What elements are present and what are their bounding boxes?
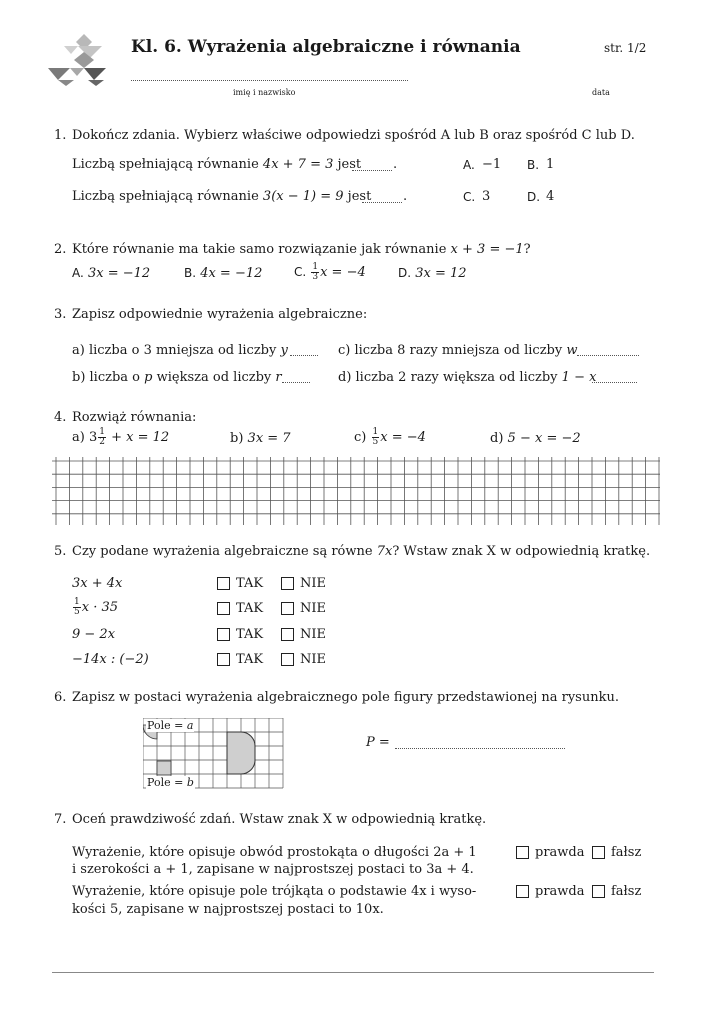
q7-statement2-line1: Wyrażenie, które opisuje pole trójkąta o podstawie 4x i wyso-: [72, 884, 477, 899]
q7-s2-false-label: fałsz: [611, 884, 642, 899]
q1-opt-c: 3: [482, 189, 491, 204]
q6-answer-blank[interactable]: [395, 748, 565, 749]
name-label: imię i nazwisko: [233, 88, 296, 97]
q1-text: Dokończ zdania. Wybierz właściwe odpowiedzi spośród A lub B oraz spośród C lub D.: [72, 128, 635, 143]
q4-text: Rozwiąż równania:: [72, 410, 197, 425]
q5-row1-yes-checkbox[interactable]: [217, 577, 230, 590]
q6-answer-label: P =: [366, 735, 390, 750]
q4-eq-b: b) 3x = 7: [230, 431, 291, 446]
q1-opt-d: 4: [546, 189, 555, 204]
q7-statement2-line2: kości 5, zapisane w najprostszej postaci to 10x.: [72, 902, 384, 917]
page-title: Kl. 6. Wyrażenia algebraiczne i równania: [131, 37, 521, 57]
q3-item-b: b) liczba o p większa od liczby r: [72, 370, 282, 385]
q4-number: 4.: [54, 410, 67, 425]
q3-item-a: a) liczba o 3 mniejsza od liczby y: [72, 343, 288, 358]
q3-a-blank[interactable]: [290, 355, 318, 356]
legend-shape-b: [157, 761, 171, 775]
q1-opt-d-letter: D.: [527, 190, 541, 204]
q3-c-blank[interactable]: [577, 355, 639, 356]
q6-number: 6.: [54, 690, 67, 705]
q1-line1: Liczbą spełniającą równanie 4x + 7 = 3 jest: [72, 157, 362, 172]
q7-text: Oceń prawdziwość zdań. Wstaw znak X w odpowiednią kratkę.: [72, 812, 487, 827]
q4-work-grid[interactable]: [52, 457, 660, 525]
q2-opt-c: C. $\frac{1}{3}$ x = −4: [294, 262, 366, 282]
q3-item-d: d) liczba 2 razy większa od liczby 1 − x: [338, 370, 597, 385]
q1-opt-a-letter: A.: [463, 158, 475, 172]
q7-statement1-line2: i szerokości a + 1, zapisane w najprostszej postaci to 3a + 4.: [72, 862, 474, 877]
q6-main-figure: [227, 732, 255, 774]
q7-s2-true-checkbox[interactable]: [516, 885, 529, 898]
q5-row3-yes-label: TAK: [236, 627, 264, 642]
q6-text: Zapisz w postaci wyrażenia algebraicznego pole figury przedstawionej na rysunku.: [72, 690, 619, 705]
q5-expr-1: 3x + 4x: [72, 576, 123, 591]
q1-answer2-blank[interactable]: [362, 202, 402, 203]
q3-b-blank[interactable]: [282, 382, 310, 383]
q1-answer1-blank[interactable]: [352, 170, 392, 171]
q3-item-c: c) liczba 8 razy mniejsza od liczby w: [338, 343, 578, 358]
q3-number: 3.: [54, 307, 67, 322]
q4-eq-a: a) 3 $\frac{1}{2}$ + x = 12: [72, 427, 170, 447]
q1-number: 1.: [54, 128, 67, 143]
q1-opt-a: −1: [482, 157, 502, 172]
q2-opt-a: A. 3x = −12: [72, 266, 151, 281]
logo-tangram: [44, 34, 110, 86]
q4-eq-d: d) 5 − x = −2: [490, 431, 581, 446]
q6-legend-b: Pole = b: [147, 776, 194, 789]
q1-opt-b-letter: B.: [527, 158, 540, 172]
q7-s1-false-label: fałsz: [611, 845, 642, 860]
q5-row1-yes-label: TAK: [236, 576, 264, 591]
q3-d-blank[interactable]: [592, 382, 637, 383]
q7-s2-false-checkbox[interactable]: [592, 885, 605, 898]
footer-rule: [52, 972, 654, 973]
q2-text: Które równanie ma takie samo rozwiązanie jak równanie x + 3 = −1?: [72, 242, 531, 257]
q5-text: Czy podane wyrażenia algebraiczne są równe 7x? Wstaw znak X w odpowiednią kratkę.: [72, 544, 651, 559]
q2-opt-d: D. 3x = 12: [398, 266, 467, 281]
q5-row2-yes-label: TAK: [236, 601, 264, 616]
q3-text: Zapisz odpowiednie wyrażenia algebraiczne:: [72, 307, 368, 322]
date-label: data: [592, 88, 610, 97]
q6-legend-a: Pole = a: [147, 719, 194, 732]
q7-s1-true-label: prawda: [535, 845, 585, 860]
q5-row4-no-label: NIE: [300, 652, 326, 667]
q5-number: 5.: [54, 544, 67, 559]
q1-line2: Liczbą spełniającą równanie 3(x − 1) = 9 jest: [72, 189, 372, 204]
q5-row3-no-label: NIE: [300, 627, 326, 642]
q5-row3-no-checkbox[interactable]: [281, 628, 294, 641]
q7-s2-true-label: prawda: [535, 884, 585, 899]
q7-s1-false-checkbox[interactable]: [592, 846, 605, 859]
q5-row2-no-checkbox[interactable]: [281, 602, 294, 615]
q5-row1-no-checkbox[interactable]: [281, 577, 294, 590]
q5-row1-no-label: NIE: [300, 576, 326, 591]
q1-opt-c-letter: C.: [463, 190, 476, 204]
q5-expr-3: 9 − 2x: [72, 627, 116, 642]
q1-opt-b: 1: [546, 157, 555, 172]
page-number: str. 1/2: [604, 41, 647, 55]
q2-number: 2.: [54, 242, 67, 257]
q4-eq-c: c) $\frac{1}{5}$ x = −4: [354, 427, 426, 447]
q7-statement1-line1: Wyrażenie, które opisuje obwód prostokąta o długości 2a + 1: [72, 845, 477, 860]
q5-row3-yes-checkbox[interactable]: [217, 628, 230, 641]
name-line[interactable]: [131, 80, 408, 81]
q5-row4-yes-checkbox[interactable]: [217, 653, 230, 666]
q5-expr-4: −14x : (−2): [72, 652, 149, 667]
q7-s1-true-checkbox[interactable]: [516, 846, 529, 859]
q5-row4-no-checkbox[interactable]: [281, 653, 294, 666]
q5-row2-yes-checkbox[interactable]: [217, 602, 230, 615]
q5-row4-yes-label: TAK: [236, 652, 264, 667]
q5-row2-no-label: NIE: [300, 601, 326, 616]
q7-number: 7.: [54, 812, 67, 827]
q5-expr-2: $\frac{1}{5}$ x · 35: [74, 597, 119, 617]
q2-opt-b: B. 4x = −12: [184, 266, 263, 281]
